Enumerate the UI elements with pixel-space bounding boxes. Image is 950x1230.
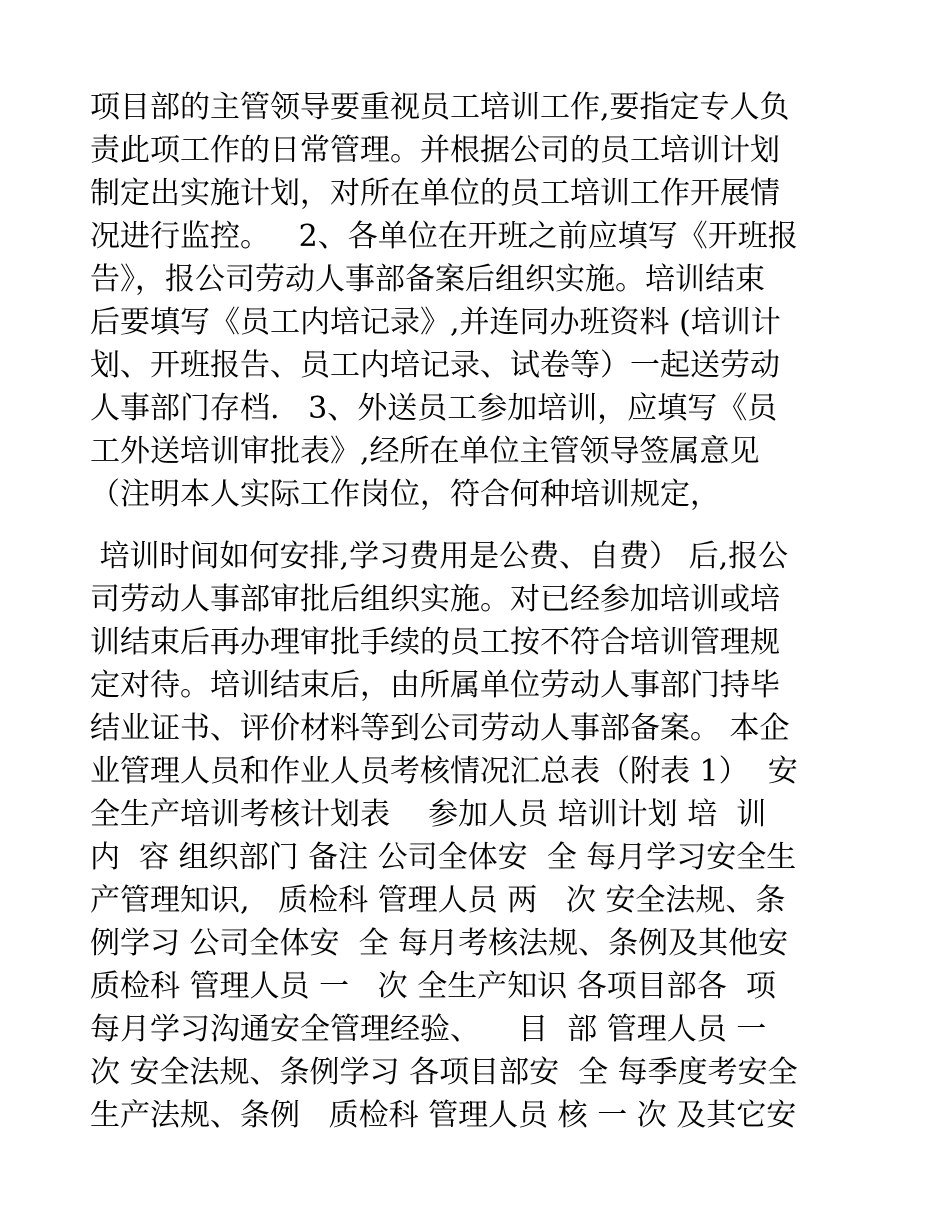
text-line: 内 容 组织部门 备注 公司全体安 全 每月学习安全生 xyxy=(90,840,797,875)
text-line: 生产法规、条例 质检科 管理人员 核 一 次 及其它安 xyxy=(90,1098,797,1133)
text-line: 后要填写《员工内培记录》,并连同办班资料 (培训计 xyxy=(90,305,781,340)
text-line: 况进行监控。 2、各单位在开班之前应填写《开班报 xyxy=(90,219,798,254)
text-line: 工外送培训审批表》,经所在单位主管领导签属意见 xyxy=(90,434,760,469)
text-line: 业管理人员和作业人员考核情况汇总表（附表 1） 安 xyxy=(90,754,798,789)
text-line: 责此项工作的日常管理。并根据公司的员工培训计划 xyxy=(90,133,780,168)
text-line: 告》，报公司劳动人事部备案后组织实施。培训结束 xyxy=(90,262,765,297)
text-line: 定对待。培训结束后，由所属单位劳动人事部门持毕 xyxy=(90,668,780,703)
text-line: 产管理知识, 质检科 管理人员 两 次 安全法规、条 xyxy=(90,883,786,918)
text-line: 划、开班报告、员工内培记录、试卷等）一起送劳动 xyxy=(90,348,780,383)
text-line: 制定出实施计划，对所在单位的员工培训工作开展情 xyxy=(90,176,780,211)
text-line: 训结束后再办理审批手续的员工按不符合培训管理规 xyxy=(90,625,780,660)
text-line: 结业证书、评价材料等到公司劳动人事部备案。 本企 xyxy=(90,711,790,746)
text-line: 质检科 管理人员 一 次 全生产知识 各项目部各 项 xyxy=(90,969,776,1004)
text-line: 例学习 公司全体安 全 每月考核法规、条例及其他安 xyxy=(90,926,789,961)
text-line: 培训时间如何安排,学习费用是公费、自费） 后,报公 xyxy=(90,539,789,574)
text-line: 项目部的主管领导要重视员工培训工作,要指定专人负 xyxy=(90,90,790,125)
text-line: （注明本人实际工作岗位，符合何种培训规定， xyxy=(90,477,720,512)
text-line: 全生产培训考核计划表 参加人员 培训计划 培 训 xyxy=(90,797,767,832)
text-line: 每月学习沟通安全管理经验、 目 部 管理人员 一 xyxy=(90,1012,767,1047)
text-line: 司劳动人事部审批后组织实施。对已经参加培训或培 xyxy=(90,582,780,617)
paragraph-2 xyxy=(90,535,880,1137)
text-line: 次 安全法规、条例学习 各项目部安 全 每季度考安全 xyxy=(90,1055,798,1090)
text-line: 人事部门存档. 3、外送员工参加培训，应填写《员 xyxy=(90,391,778,426)
paragraph-1 xyxy=(90,86,880,516)
